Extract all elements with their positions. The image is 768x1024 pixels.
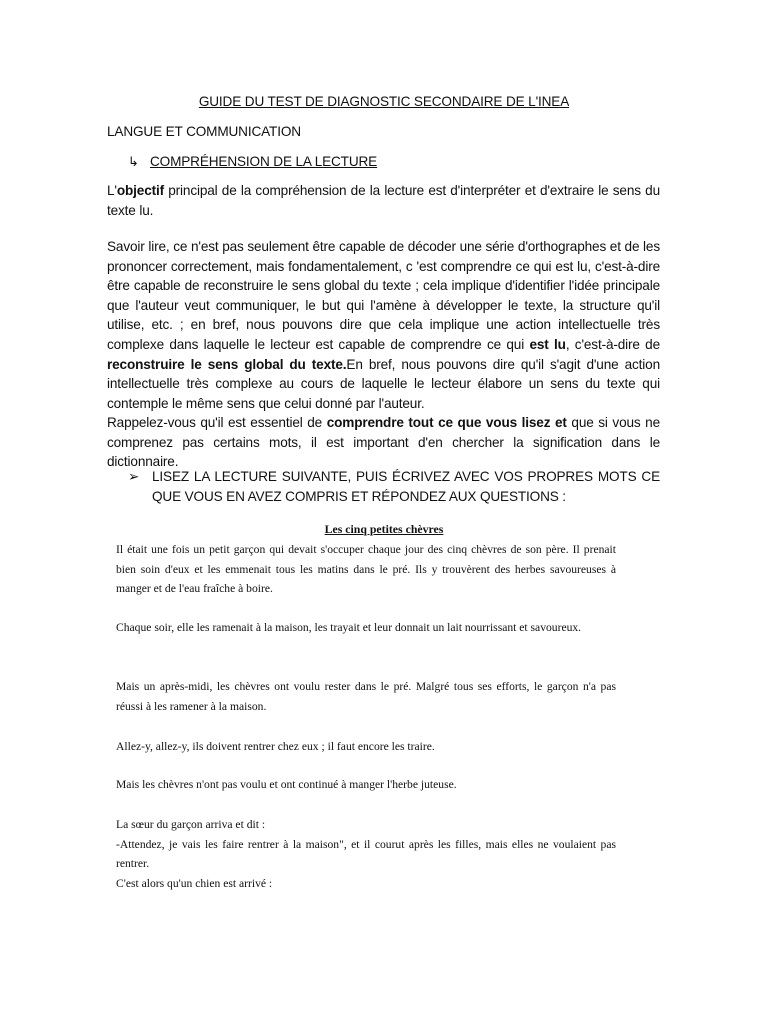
curved-arrow-icon: ↳	[128, 154, 139, 169]
section-heading: LANGUE ET COMMUNICATION	[107, 124, 301, 139]
document-title: GUIDE DU TEST DE DIAGNOSTIC SECONDAIRE DE L'INEA	[198, 94, 570, 109]
story-line-dog: C'est alors qu'un chien est arrivé :	[116, 877, 273, 891]
story-paragraph-5: Mais les chèvres n'ont pas voulu et ont continué à manger l'herbe juteuse.	[116, 778, 457, 791]
reminder-paragraph	[107, 413, 660, 472]
subsection-label: COMPRÉHENSION DE LA LECTURE	[150, 154, 378, 169]
definition-bold-2: reconstruire le sens global du texte.	[107, 356, 347, 372]
definition-text-2: , c'est-à-dire de	[565, 336, 661, 352]
story-line-dialogue: -Attendez, je vais les faire rentrer à la maison", et il courut après les filles, mais elles ne voulaient pas rentrer.	[116, 837, 616, 871]
reading-definition-paragraph	[107, 237, 660, 413]
story-line-sister: La sœur du garçon arriva et dit :	[116, 818, 266, 831]
objective-bold: objectif	[116, 183, 164, 198]
arrow-bullet-icon: ➢	[128, 469, 140, 484]
instruction-text: LISEZ LA LECTURE SUIVANTE, PUIS ÉCRIVEZ AVEC VOS PROPRES MOTS CE QUE VOUS EN AVEZ COMPRIS ET RÉPONDEZ AUX QUESTIONS :	[152, 469, 660, 504]
instruction-item	[128, 467, 660, 506]
reminder-text-2: que si vous ne comprenez pas certains mots, il est important d'en chercher la signification dans le dictionnaire.	[107, 415, 661, 470]
objective-text-2: principal de la compréhension de la lecture est d'interpréter et d'extraire le sens du texte lu.	[107, 183, 660, 218]
story-paragraph-1: Il était une fois un petit garçon qui devait s'occuper chaque jour des cinq chèvres de son père. Il prenait bien soin d'eux et les emmenait tous les matins dans le pré. Ils y trouvèrent des herbes savoureuses à manger et de l'eau fraîche à boire.	[116, 543, 616, 596]
story-title: Les cinq petites chèvres	[324, 522, 444, 536]
story-paragraph-3: Mais un après-midi, les chèvres ont voulu rester dans le pré. Malgré tous ses efforts, le garçon n'a pas réussi à les ramener à la maison.	[116, 680, 616, 713]
story-paragraph-6	[116, 815, 616, 894]
objective-paragraph	[107, 181, 660, 220]
story-paragraph-2: Chaque soir, elle les ramenait à la maison, les trayait et leur donnait un lait nourrissant et savoureux.	[116, 621, 582, 634]
reminder-text-1: Rappelez-vous qu'il est essentiel de	[107, 415, 327, 430]
definition-text-1: Savoir lire, ce n'est pas seulement être capable de décoder une série d'orthographes et de les prononcer correctement, mais fondamentalement, c 'est comprendre ce qui est lu, c'est-à-dire être capable de reconstruire le sens global du texte ; cela implique d'identifier l'idée principale que l'auteur veut communiquer, le but qui l'amène à développer le texte, la structure qu'il utilise, etc. ; en bref, nous pouvons dire que cela implique une action intellectuelle très complexe dans laquelle le lecteur est capable de comprendre ce qui	[107, 239, 660, 352]
subsection-heading	[128, 152, 377, 172]
story-paragraph-4: Allez-y, allez-y, ils doivent rentrer chez eux ; il faut encore les traire.	[116, 740, 435, 753]
objective-text-1: L'	[107, 183, 117, 198]
definition-bold-1: est lu	[529, 336, 566, 352]
definition-text-3: En bref, nous pouvons dire qu'il s'agit d'une action intellectuelle très complexe au cours de laquelle le lecteur élabore un sens du texte qui contemple le même sens que celui donné par l'auteur.	[107, 356, 660, 411]
reminder-bold: comprendre tout ce que vous lisez et	[326, 415, 567, 430]
